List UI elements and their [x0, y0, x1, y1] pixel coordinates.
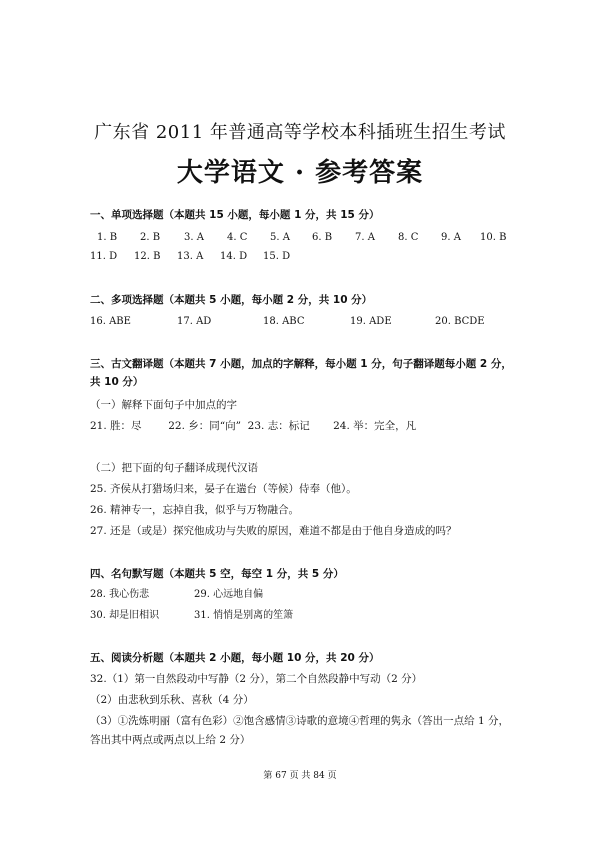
answer-item: 17. AD: [177, 316, 212, 327]
answer-line: 27. 还是（或是）探究他成功与失败的原因，难道不都是由于他自身造成的吗？: [90, 525, 457, 537]
answer-item: 5. A: [270, 232, 290, 243]
answer-item: 12. B: [134, 251, 161, 262]
answer-item: 8. C: [398, 232, 419, 243]
section-heading-multiple-choice: 二、多项选择题（本题共 5 小题，每小题 2 分，共 10 分）: [90, 294, 373, 306]
answer-item: 1. B: [97, 232, 118, 243]
answer-line: 25. 齐侯从打猎场归来，晏子在遄台（等候）侍奉（他）。: [90, 483, 357, 495]
answer-item: 28. 我心伤悲: [90, 589, 150, 600]
answer-row-quotation-1: [90, 587, 520, 603]
answer-item: 30. 却是旧相识: [90, 610, 160, 621]
answer-line: （3）①洗炼明丽（富有色彩）②饱含感情③诗歌的意境④哲理的隽永（答出一点给 1 分，: [90, 715, 510, 727]
answer-item: 19. ADE: [350, 316, 392, 327]
section-heading-reading-analysis: 五、阅读分析题（本题共 2 小题，每小题 10 分，共 20 分）: [90, 652, 380, 664]
section-heading-classical-translation: 三、古文翻译题（本题共 7 小题，加点的字解释，每小题 1 分，句子翻译题每小题 2 分，: [90, 358, 512, 370]
section-heading-single-choice: 一、单项选择题（本题共 15 小题，每小题 1 分，共 15 分）: [90, 209, 380, 221]
answer-item: 20. BCDE: [435, 316, 485, 327]
document-title: 广东省 2011 年普通高等学校本科插班生招生考试: [94, 122, 506, 143]
subsection-title: （一）解释下面句子中加点的字: [90, 399, 237, 411]
answer-item: 14. D: [220, 251, 248, 262]
document-subtitle: 大学语文 · 参考答案: [176, 158, 424, 188]
section-heading-classical-translation-cont: 共 10 分）: [90, 376, 144, 388]
page-number: 第 67 页 共 84 页: [263, 771, 337, 781]
answer-item: 10. B: [480, 232, 507, 243]
answer-line: 32.（1）第一自然段动中写静（2 分），第二个自然段静中写动（2 分）: [90, 673, 423, 685]
answer-row-single-choice-2: [90, 249, 520, 265]
section-heading-quotation: 四、名句默写题（本题共 5 空，每空 1 分，共 5 分）: [90, 568, 344, 580]
answer-item: 7. A: [355, 232, 375, 243]
answer-item: 13. A: [177, 251, 204, 262]
answer-item: 6. B: [312, 232, 333, 243]
answer-line: （2）由悲秋到乐秋、喜秋（4 分）: [90, 694, 254, 706]
answer-line: 21. 胜：尽 22. 乡：同“向” 23. 志：标记 24. 举：完全，凡: [90, 420, 417, 432]
answer-row-quotation-2: [90, 608, 520, 624]
answer-line: 26. 精神专一，忘掉自我，似乎与万物融合。: [90, 504, 300, 516]
answer-item: 31. 悄悄是别离的笙箫: [194, 610, 294, 621]
answer-item: 15. D: [263, 251, 291, 262]
answer-item: 16. ABE: [90, 316, 131, 327]
answer-item: 11. D: [90, 251, 118, 262]
answer-item: 9. A: [441, 232, 461, 243]
answer-item: 4. C: [227, 232, 248, 243]
answer-item: 18. ABC: [263, 316, 305, 327]
answer-row-single-choice-1: [90, 230, 520, 246]
answer-row-multiple-choice: [90, 314, 520, 330]
subsection-title: （二）把下面的句子翻译成现代汉语: [90, 462, 258, 474]
answer-item: 2. B: [140, 232, 161, 243]
answer-item: 3. A: [184, 232, 204, 243]
answer-item: 29. 心远地自偏: [194, 589, 264, 600]
answer-line: 答出其中两点或两点以上给 2 分）: [90, 734, 251, 746]
